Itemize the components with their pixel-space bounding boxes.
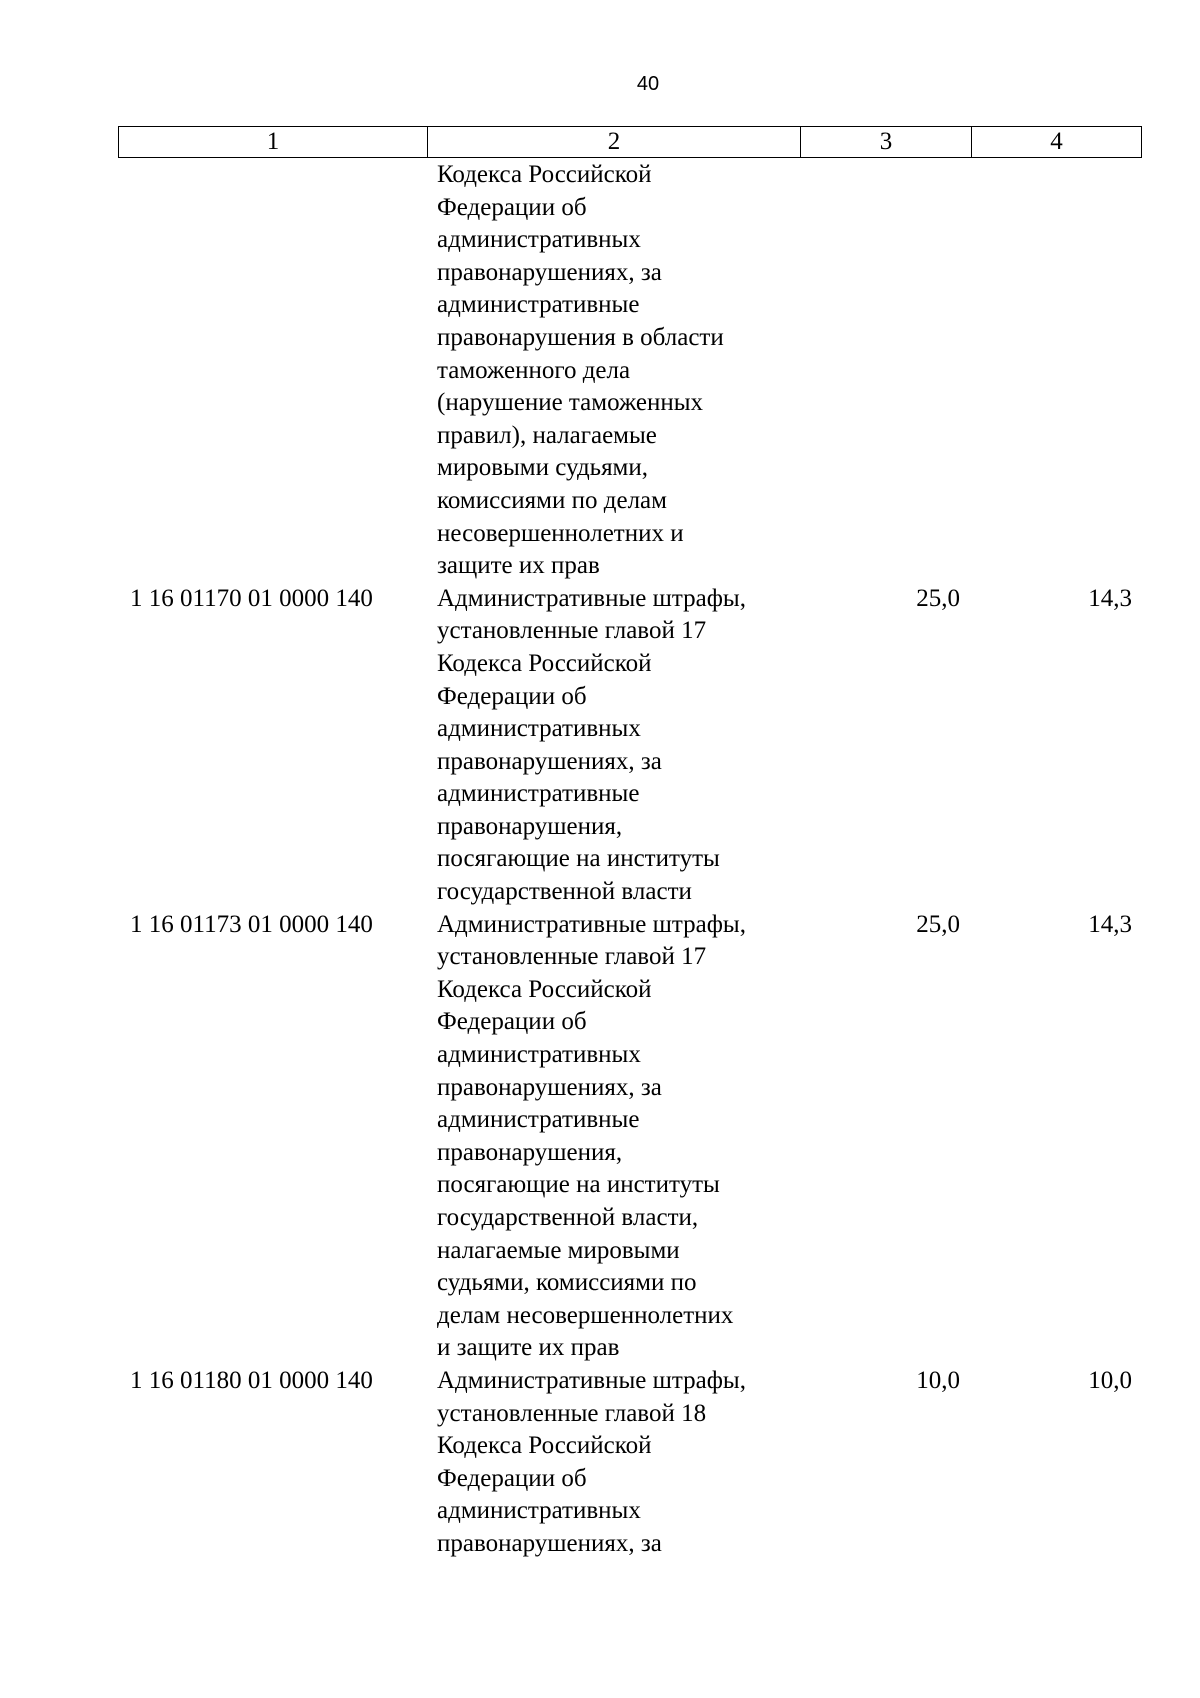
table-row — [118, 1365, 1142, 1561]
description-line: посягающие на институты — [437, 1171, 720, 1199]
description-line: Кодекса Российской — [437, 649, 652, 677]
header-cell-2: 2 — [428, 127, 801, 157]
description-line: установленные главой 17 — [437, 617, 707, 645]
value-column-3-cell: 10,0 — [916, 1366, 960, 1394]
header-cell-3: 3 — [801, 127, 972, 157]
table-header — [118, 126, 1142, 158]
description-line: комиссиями по делам — [437, 486, 667, 514]
description-line: Кодекса Российской — [437, 1432, 652, 1460]
description-line: государственной власти — [437, 878, 692, 906]
description-line: судьями, комиссиями по — [437, 1269, 697, 1297]
description-line: государственной власти, — [437, 1204, 699, 1231]
value-column-4-cell: 10,0 — [1088, 1366, 1132, 1394]
description-line: защите их прав — [437, 552, 600, 580]
description-line: и защите их прав — [437, 1334, 620, 1362]
budget-code-cell: 1 16 01180 01 0000 140 — [130, 1366, 373, 1394]
description-line: правил), налагаемые — [437, 421, 657, 449]
description-cell — [427, 1365, 800, 1561]
description-line: Федерации об — [437, 1464, 587, 1492]
description-line: Федерации об — [437, 682, 587, 710]
description-line: административные — [437, 1106, 640, 1134]
budget-code-cell: 1 16 01173 01 0000 140 — [130, 910, 373, 938]
description-line: Административные штрафы, — [437, 584, 746, 612]
description-line: правонарушениях, за — [437, 1529, 662, 1557]
value-column-4-cell: 14,3 — [1088, 584, 1132, 612]
description-line: посягающие на институты — [437, 845, 720, 873]
value-column-3-cell: 25,0 — [916, 584, 960, 612]
table-body — [118, 159, 1142, 1561]
description-line: Кодекса Российской — [437, 975, 652, 1003]
description-line: административных — [437, 1497, 641, 1525]
description-cell — [427, 159, 800, 583]
description-line: правонарушения, — [437, 812, 623, 840]
budget-code-cell: 1 16 01170 01 0000 140 — [130, 584, 373, 612]
description-line: несовершеннолетних и — [437, 519, 684, 547]
description-cell — [427, 583, 800, 909]
description-line: установленные главой 17 — [437, 943, 707, 971]
description-line: налагаемые мировыми — [437, 1236, 680, 1264]
description-line: (нарушение таможенных — [437, 389, 704, 417]
description-line: административные — [437, 291, 640, 319]
header-cell-4: 4 — [1050, 128, 1063, 155]
description-cell — [427, 909, 800, 1365]
description-line: правонарушениях, за — [437, 1073, 662, 1101]
description-line: Федерации об — [437, 1008, 587, 1036]
description-line: правонарушениях, за — [437, 747, 662, 775]
description-line: административные — [437, 780, 640, 808]
table-row — [118, 909, 1142, 1365]
header-cell-1: 1 — [119, 127, 428, 157]
description-line: делам несовершеннолетних — [437, 1301, 734, 1329]
description-line: административных — [437, 715, 641, 743]
page-number: 40 — [636, 73, 660, 95]
table-row — [118, 583, 1142, 909]
description-line: правонарушениях, за — [437, 258, 662, 286]
description-line: Административные штрафы, — [437, 1366, 746, 1394]
description-line: Кодекса Российской — [437, 161, 652, 188]
value-column-4-cell: 14,3 — [1088, 910, 1132, 938]
description-line: Административные штрафы, — [437, 910, 746, 938]
description-line: административных — [437, 226, 641, 254]
description-line: правонарушения, — [437, 1138, 623, 1166]
description-line: установленные главой 18 — [437, 1399, 707, 1427]
description-line: таможенного дела — [437, 356, 631, 384]
description-line: правонарушения в области — [437, 323, 724, 351]
description-line: мировыми судьями, — [437, 454, 649, 482]
value-column-3-cell: 25,0 — [916, 910, 960, 938]
table-row — [118, 159, 1142, 583]
description-line: Федерации об — [437, 193, 587, 221]
description-line: административных — [437, 1041, 641, 1069]
